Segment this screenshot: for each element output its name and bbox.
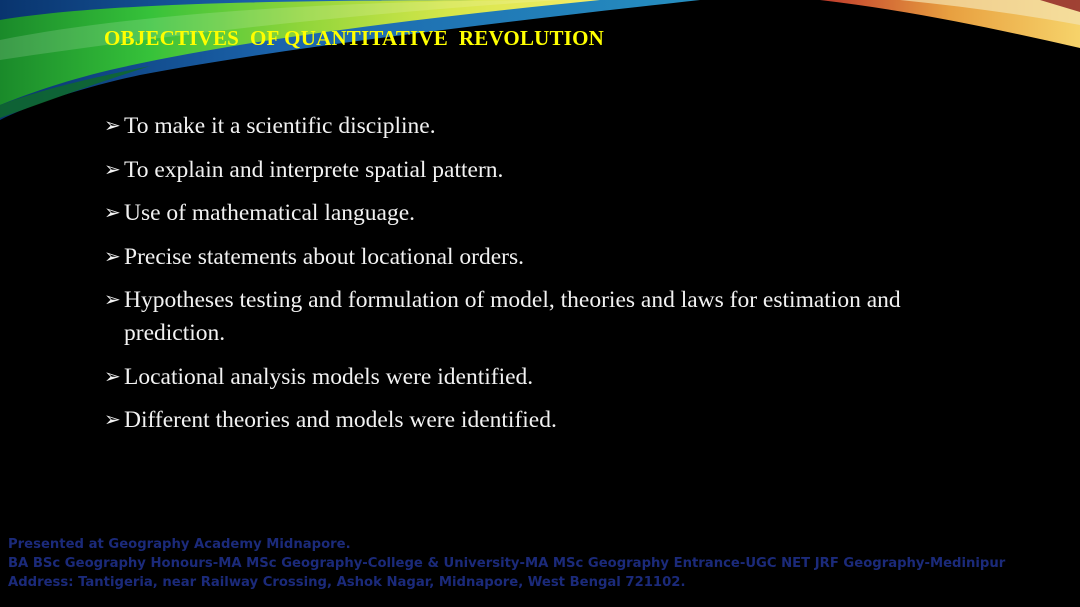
list-item (104, 241, 984, 274)
arrow-head-icon: ➢ (104, 115, 121, 137)
arrow-head-icon: ➢ (104, 158, 121, 181)
list-item (104, 197, 984, 230)
footer-line-address: Address: Tantigeria, near Railway Crossing, Ashok Nagar, Midnapore, West Bengal 721102. (8, 575, 686, 590)
list-item (104, 284, 984, 350)
arrow-head-icon: ➢ (104, 365, 121, 388)
bullet-text: Hypotheses testing and formulation of model, theories and laws for estimation and prediction. (124, 287, 901, 346)
list-item (104, 404, 984, 437)
list-item (104, 361, 984, 394)
bullet-text: Precise statements about locational orders. (124, 243, 525, 270)
arrow-head-icon: ➢ (104, 245, 121, 268)
list-item (104, 110, 984, 143)
footer-line-courses: BA BSc Geography Honours-MA MSc Geography-College & University-MA MSc Geography Entrance-UGC NET JRF Geography-Medinipur (8, 556, 1006, 571)
bullet-text: To explain and interprete spatial pattern. (124, 156, 504, 183)
arrow-head-icon: ➢ (104, 289, 121, 311)
bullet-text: Different theories and models were identified. (124, 407, 557, 433)
arrow-head-icon: ➢ (104, 202, 121, 224)
footer-line-presenter: Presented at Geography Academy Midnapore. (8, 537, 351, 552)
arrow-head-icon: ➢ (104, 409, 121, 431)
slide-title: OBJECTIVES OF QUANTITATIVE REVOLUTION (104, 26, 604, 50)
bullet-text: Locational analysis models were identified. (124, 363, 534, 390)
footer (8, 535, 1005, 592)
bullet-list (104, 110, 984, 448)
bullet-text: Use of mathematical language. (124, 200, 416, 226)
bullet-text: To make it a scientific discipline. (124, 113, 436, 139)
list-item (104, 154, 984, 187)
